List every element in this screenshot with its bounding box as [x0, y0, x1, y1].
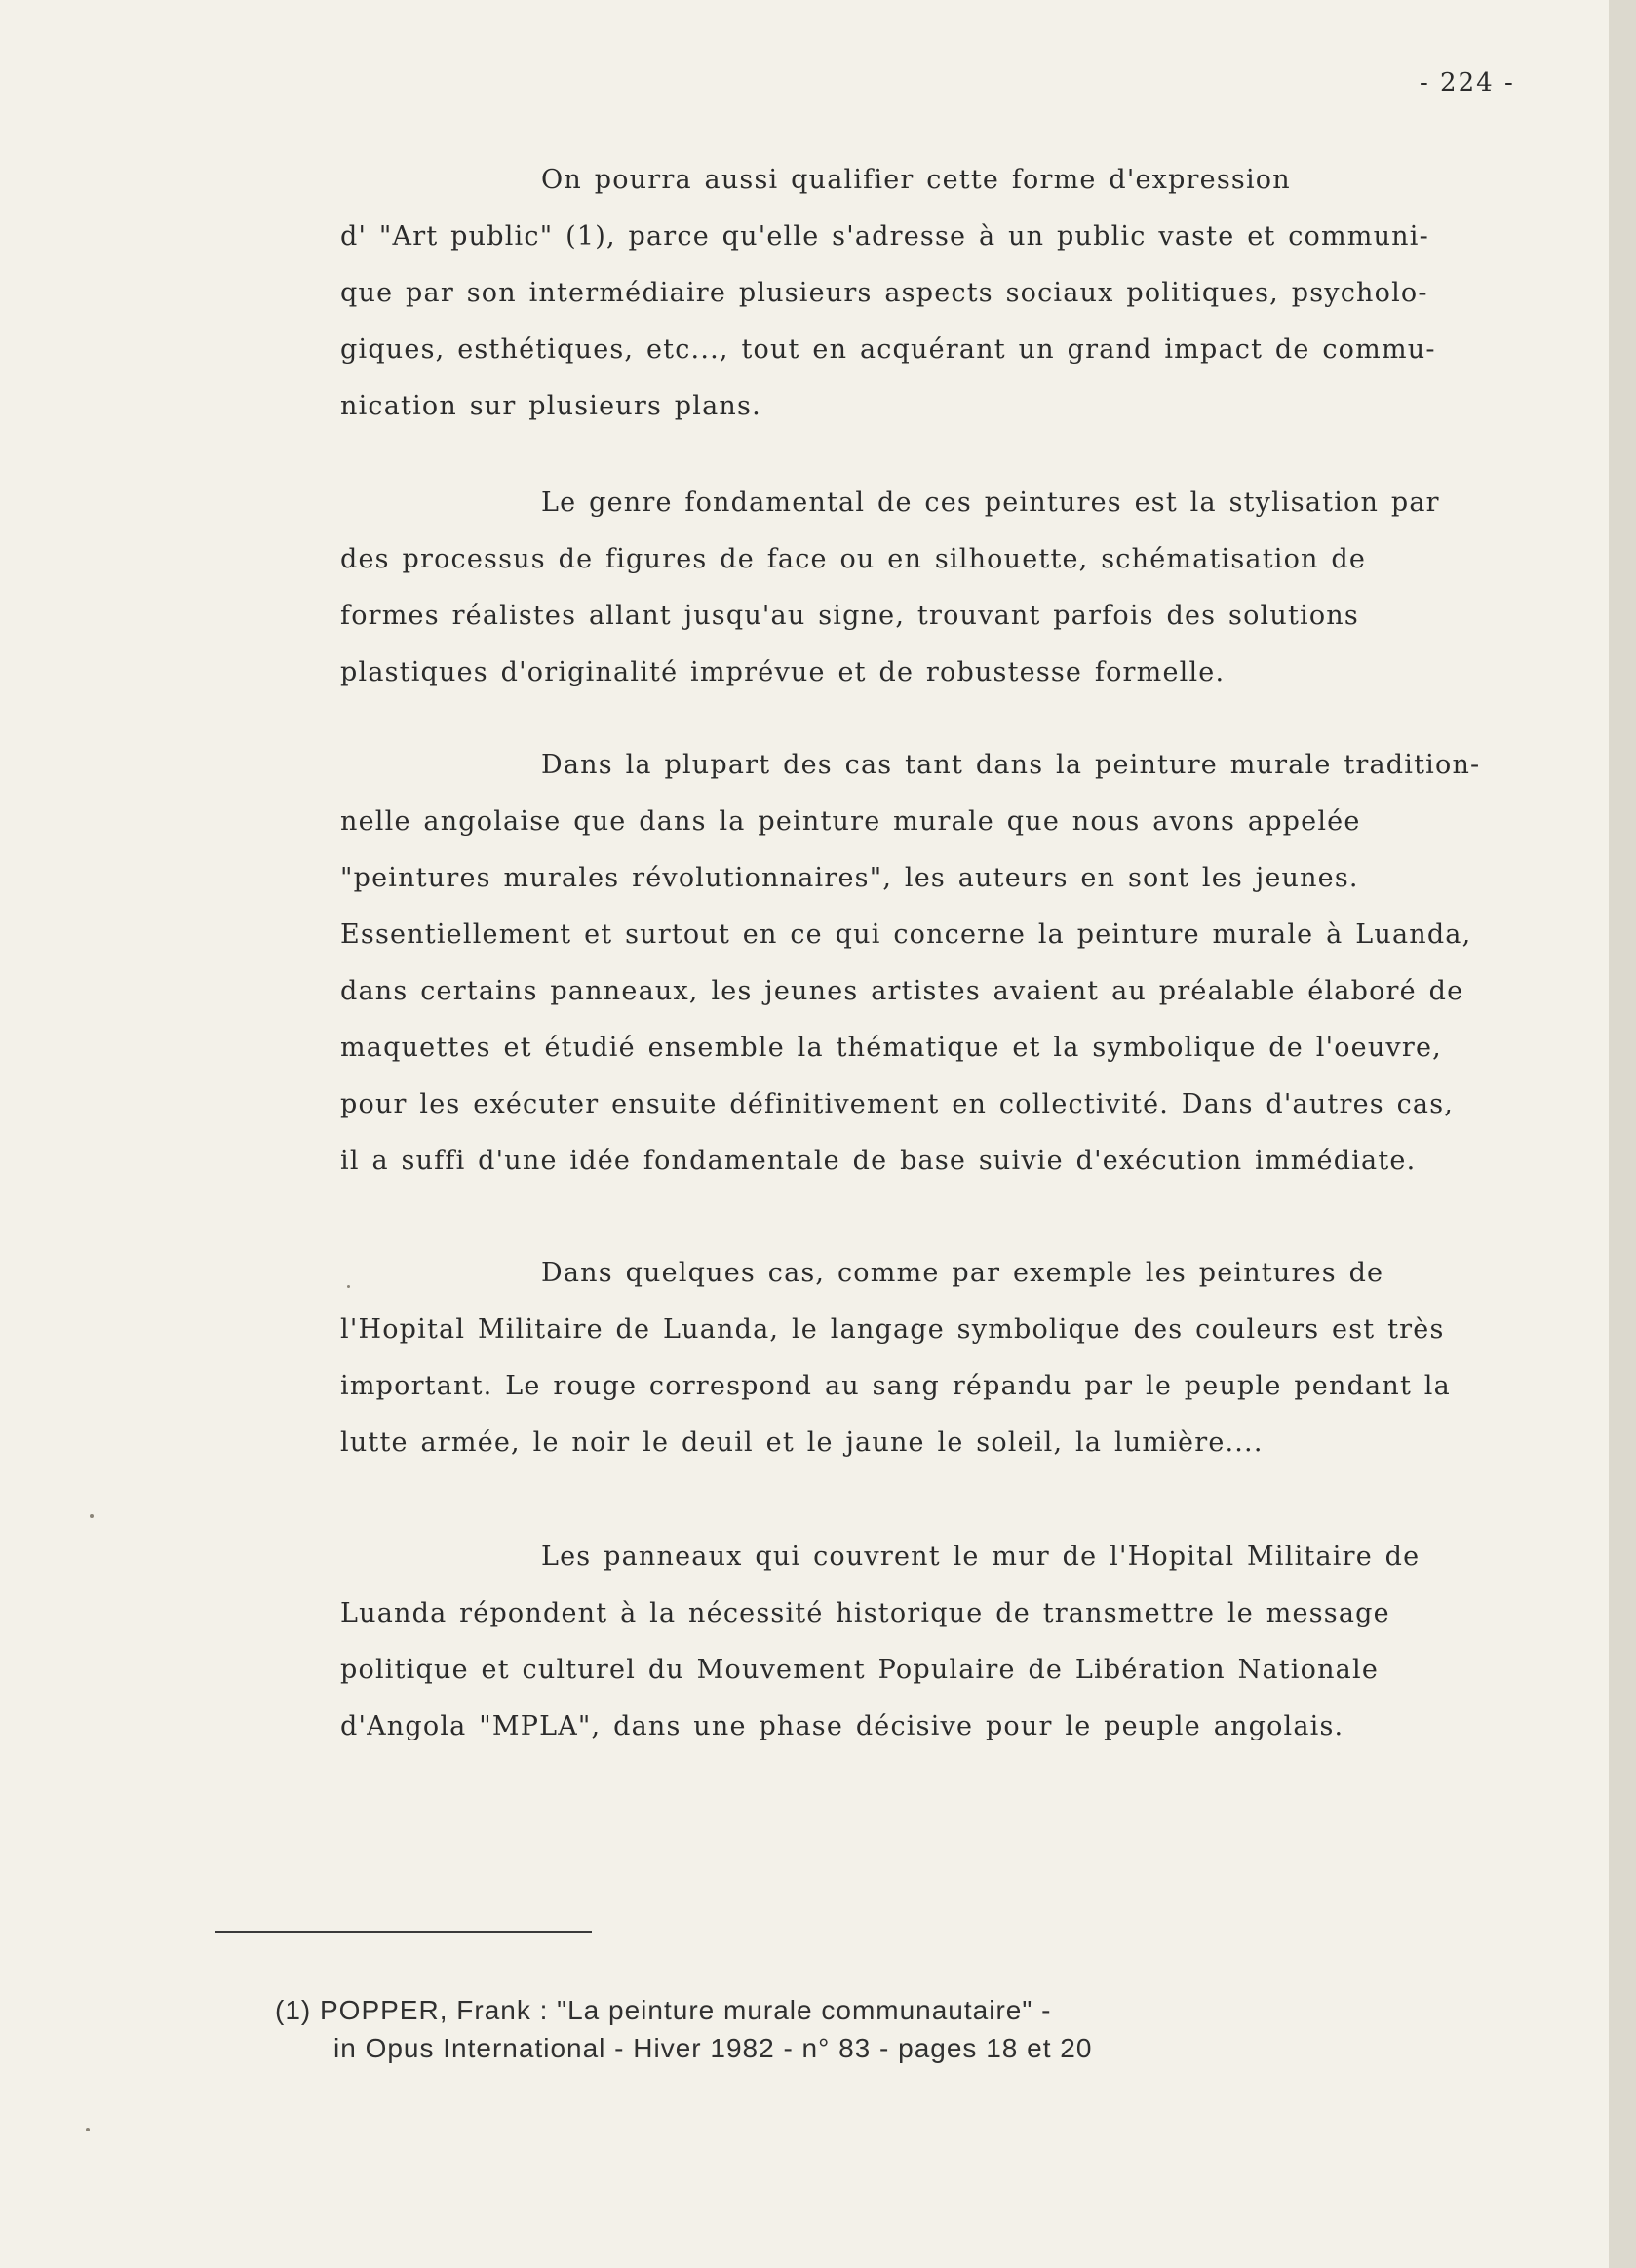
footnote-line: in Opus International - Hiver 1982 - n° 83 - pages 18 et 20 [333, 2033, 1093, 2063]
footnote [275, 1991, 1092, 2067]
text-line: dans certains panneaux, les jeunes artistes avaient au préalable élaboré de [340, 976, 1464, 1006]
text-line: d' "Art public" (1), parce qu'elle s'adresse à un public vaste et communi- [340, 221, 1429, 252]
text-line: Le genre fondamental de ces peintures est la stylisation par [541, 488, 1440, 518]
text-line: nelle angolaise que dans la peinture murale que nous avons appelée [340, 806, 1361, 837]
scan-speck [86, 2128, 90, 2131]
text-line: l'Hopital Militaire de Luanda, le langage symbolique des couleurs est très [340, 1314, 1445, 1345]
footnote-line: (1) POPPER, Frank : "La peinture murale communautaire" - [275, 1995, 1052, 2025]
text-line: d'Angola "MPLA", dans une phase décisive pour le peuple angolais. [340, 1711, 1344, 1741]
text-line: il a suffi d'une idée fondamentale de base suivie d'exécution immédiate. [340, 1146, 1417, 1176]
page-number: - 224 - [1420, 68, 1515, 98]
paragraph-5 [340, 1529, 1420, 1755]
text-line: Dans la plupart des cas tant dans la peinture murale tradition- [541, 750, 1481, 780]
text-line: que par son intermédiaire plusieurs aspects sociaux politiques, psycholo- [340, 278, 1428, 308]
text-line: des processus de figures de face ou en silhouette, schématisation de [340, 544, 1367, 574]
footnote-divider [215, 1931, 592, 1933]
text-line: Luanda répondent à la nécessité historique de transmettre le message [340, 1598, 1390, 1628]
text-line: pour les exécuter ensuite définitivement en collectivité. Dans d'autres cas, [340, 1089, 1455, 1119]
text-line: lutte armée, le noir le deuil et le jaune le soleil, la lumière.... [340, 1427, 1264, 1458]
scan-speck [347, 1285, 350, 1288]
paragraph-1 [340, 152, 1436, 435]
text-line: Essentiellement et surtout en ce qui concerne la peinture murale à Luanda, [340, 919, 1472, 950]
text-line: important. Le rouge correspond au sang répandu par le peuple pendant la [340, 1371, 1451, 1401]
text-line: Dans quelques cas, comme par exemple les peintures de [541, 1258, 1384, 1288]
scan-speck [90, 1514, 94, 1518]
text-line: nication sur plusieurs plans. [340, 391, 761, 421]
text-line: formes réalistes allant jusqu'au signe, trouvant parfois des solutions [340, 601, 1359, 631]
paragraph-2 [340, 475, 1440, 701]
text-line: giques, esthétiques, etc..., tout en acquérant un grand impact de commu- [340, 334, 1436, 365]
text-line: politique et culturel du Mouvement Populaire de Libération Nationale [340, 1655, 1379, 1685]
text-line: On pourra aussi qualifier cette forme d'expression [541, 165, 1291, 195]
paragraph-3 [340, 737, 1480, 1190]
text-line: plastiques d'originalité imprévue et de robustesse formelle. [340, 657, 1226, 687]
page-edge [1609, 0, 1636, 2268]
text-line: maquettes et étudié ensemble la thématique et la symbolique de l'oeuvre, [340, 1033, 1442, 1063]
text-line: "peintures murales révolutionnaires", les auteurs en sont les jeunes. [340, 863, 1359, 893]
paragraph-4 [340, 1245, 1451, 1471]
text-line: Les panneaux qui couvrent le mur de l'Hopital Militaire de [541, 1542, 1421, 1572]
